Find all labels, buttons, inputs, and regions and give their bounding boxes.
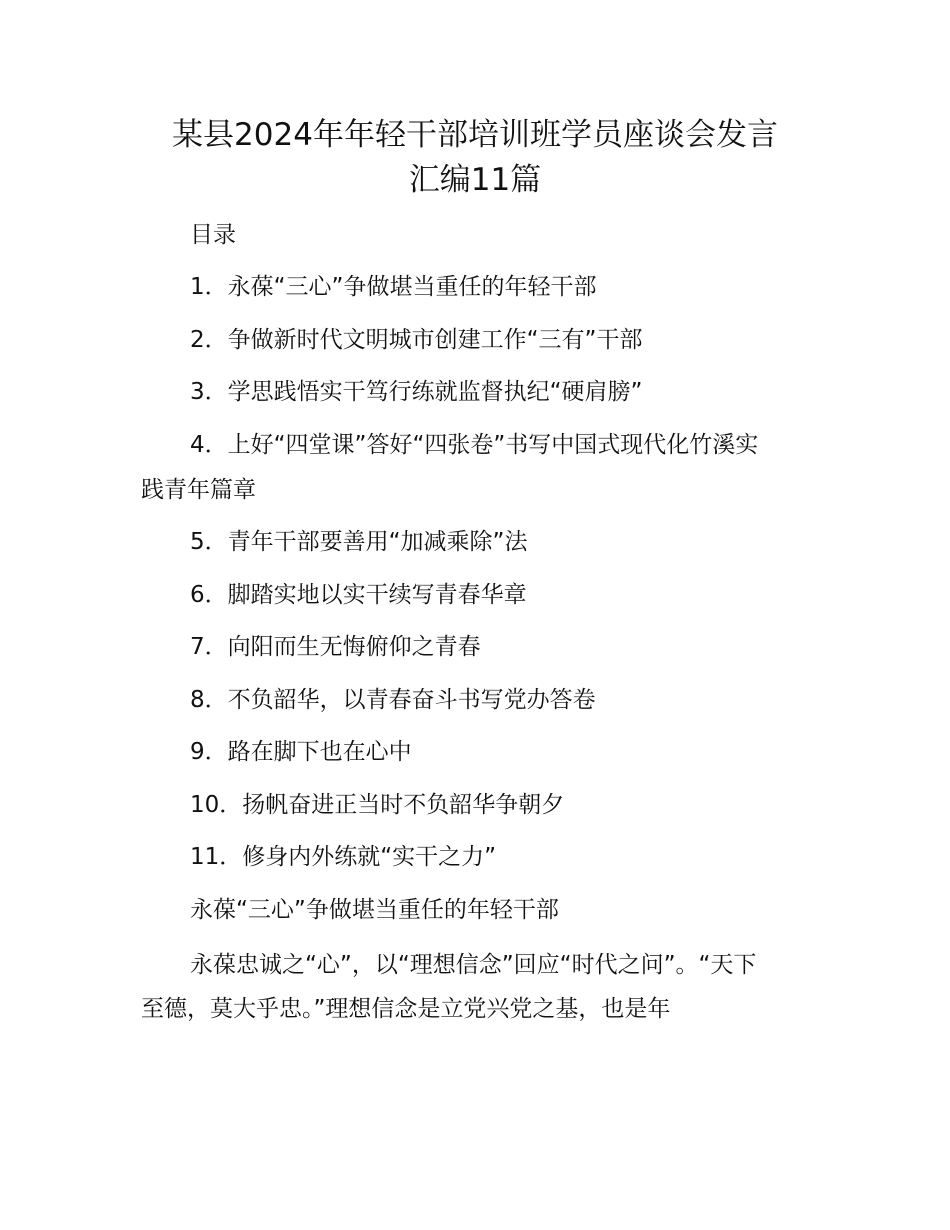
toc-item-2: 2．争做新时代文明城市创建工作“三有”干部 (190, 327, 643, 353)
body-paragraph-line2: 至德，莫大乎忠。”理想信念是立党兴党之基，也是年 (141, 996, 671, 1022)
toc-item-10: 10．扬帆奋进正当时不负韶华争朝夕 (190, 792, 565, 818)
document-title-line1: 某县2024年年轻干部培训班学员座谈会发言 (172, 117, 778, 153)
toc-item-6: 6．脚踏实地以实干续写青春华章 (190, 582, 527, 608)
toc-heading: 目录 (190, 222, 236, 248)
toc-item-1: 1．永葆“三心”争做堪当重任的年轻干部 (190, 274, 597, 300)
toc-item-4-continued: 践青年篇章 (141, 477, 256, 503)
body-paragraph-line1: 永葆忠诚之“心”，以“理想信念”回应“时代之问”。“天下 (190, 952, 757, 978)
toc-item-7: 7．向阳而生无悔俯仰之青春 (190, 634, 481, 660)
document-title-line2: 汇编11篇 (408, 162, 542, 198)
toc-item-5: 5．青年干部要善用“加减乘除”法 (190, 529, 528, 555)
section-title: 永葆“三心”争做堪当重任的年轻干部 (190, 897, 559, 923)
toc-item-8: 8．不负韶华，以青春奋斗书写党办答卷 (190, 687, 596, 713)
toc-item-11: 11．修身内外练就“实干之力” (190, 844, 497, 870)
toc-item-3: 3．学思践悟实干笃行练就监督执纪“硬肩膀” (190, 379, 643, 405)
toc-item-4: 4．上好“四堂课”答好“四张卷”书写中国式现代化竹溪实 (190, 432, 759, 458)
toc-item-9: 9．路在脚下也在心中 (190, 739, 412, 765)
